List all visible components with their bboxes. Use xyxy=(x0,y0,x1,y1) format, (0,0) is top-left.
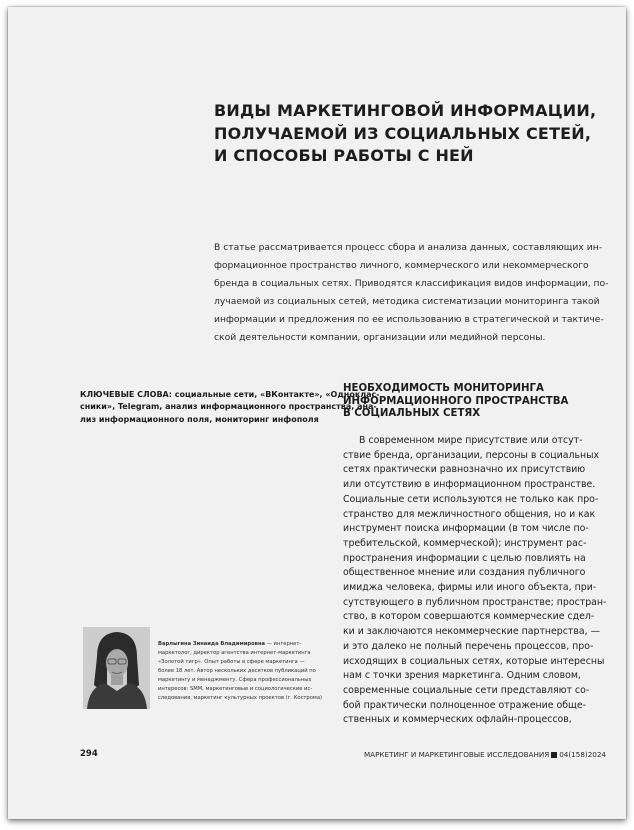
section-heading xyxy=(343,383,613,421)
bio-line: маркетингу и менеджменту. Сфера профессиональных xyxy=(158,677,312,683)
body-line: сетях практически равнозначно их присутствию xyxy=(343,464,586,476)
body-line: пространения информации с целью повлиять на xyxy=(343,552,586,564)
bio-line: маркетолог, директор агентства интернет-маркетинга xyxy=(158,650,311,656)
abstract-line: лучаемой из социальных сетей, методика систематизации мониторинга такой xyxy=(214,296,600,307)
body-line: инструмент поиска информации (в том числе по- xyxy=(343,523,589,535)
body-line: общественное мнение или создания публичного xyxy=(343,567,586,579)
body-line: нам с точки зрения маркетинга. Одним словом, xyxy=(343,670,581,682)
body-line: ственных и коммерческих офлайн-процессов, xyxy=(343,714,572,726)
section-body xyxy=(343,434,607,728)
keywords-line: лиз информационного поля, мониторинг инфополя xyxy=(80,414,319,424)
page-number: 294 xyxy=(80,749,98,759)
body-line: сутствующего в публичном пространстве; простран- xyxy=(343,596,607,608)
article-abstract xyxy=(214,239,609,347)
body-line: ствие бренда, организации, персоны в социальных xyxy=(343,449,600,461)
title-line: И СПОСОБЫ РАБОТЫ С НЕЙ xyxy=(214,146,474,165)
bio-line: более 18 лет. Автор нескольких десятков публикаций по xyxy=(158,668,316,674)
keywords-line: сники», Telegram, анализ информационного пространства, ана- xyxy=(80,402,377,412)
abstract-line: информации и предложения по ее использованию в стратегической и тактиче- xyxy=(214,314,604,325)
body-line: Социальные сети используются не только как про- xyxy=(343,493,599,505)
body-line: В современном мире присутствие или отсут- xyxy=(359,435,583,446)
abstract-line: ской деятельности компании, организации или медийной персоны. xyxy=(214,332,546,343)
section-heading-line: НЕОБХОДИМОСТЬ МОНИТОРИНГА xyxy=(343,383,544,394)
body-line: имиджа человека, фирмы или иного объекта, при- xyxy=(343,582,597,594)
body-line: исходящих в социальных сетях, которые интересны xyxy=(343,655,605,667)
body-line: бой практически полноценное отражение обще- xyxy=(343,699,587,711)
bio-line: «Золотой тигр». Опыт работы в сфере маркетинга — xyxy=(158,659,305,665)
bio-first-rest: — интернет- xyxy=(265,641,302,647)
body-line: или отсутствию в информационном пространстве. xyxy=(343,479,596,491)
article-title xyxy=(214,100,597,168)
body-line: современные социальные сети представляют со- xyxy=(343,684,590,696)
author-bio xyxy=(158,640,336,703)
footer-journal-info xyxy=(364,750,606,759)
body-line: требительской, коммерческой); инструмент рас- xyxy=(343,537,587,549)
abstract-line: формационное пространство личного, коммерческого или некоммерческого xyxy=(214,260,589,271)
issue-number: 04(158)2024 xyxy=(559,750,606,759)
journal-name: МАРКЕТИНГ И МАРКЕТИНГОВЫЕ ИССЛЕДОВАНИЯ xyxy=(363,750,550,759)
bio-first-line xyxy=(158,640,336,649)
section-heading-line: В СОЦИАЛЬНЫХ СЕТЯХ xyxy=(343,408,481,420)
abstract-line: В статье рассматривается процесс сбора и анализа данных, составляющих ин- xyxy=(214,242,603,253)
body-line: ство, в котором совершаются коммерческие сдел- xyxy=(343,611,595,623)
bio-line: интересов: SMM, маркетинговые и социологические ис- xyxy=(158,686,313,692)
title-line: ВИДЫ МАРКЕТИНГОВОЙ ИНФОРМАЦИИ, xyxy=(214,101,597,120)
body-line: ки и заключаются некоммерческие партнерства, — xyxy=(343,626,600,638)
bio-line: следования, маркетинг культурных проектов (г. Кострома) xyxy=(158,695,323,701)
section-heading-line: ИНФОРМАЦИОННОГО ПРОСТРАНСТВА xyxy=(343,395,569,407)
keywords-block xyxy=(80,389,380,426)
author-name: Варлыгина Зинаида Владимировна xyxy=(158,641,266,647)
title-line: ПОЛУЧАЕМОЙ ИЗ СОЦИАЛЬНЫХ СЕТЕЙ, xyxy=(214,123,592,143)
journal-page xyxy=(8,7,626,819)
keywords-line: КЛЮЧЕВЫЕ СЛОВА: социальные сети, «ВКонтакте», «Одноклас- xyxy=(80,390,380,399)
abstract-line: бренда в социальных сетях. Приводятся классификация видов информации, по- xyxy=(214,278,609,289)
body-line: странство для межличностного общения, но и как xyxy=(343,508,596,520)
body-line: и это далеко не полный перечень процессов, про- xyxy=(343,640,594,652)
author-photo xyxy=(83,627,150,709)
square-bullet-icon xyxy=(551,752,557,758)
